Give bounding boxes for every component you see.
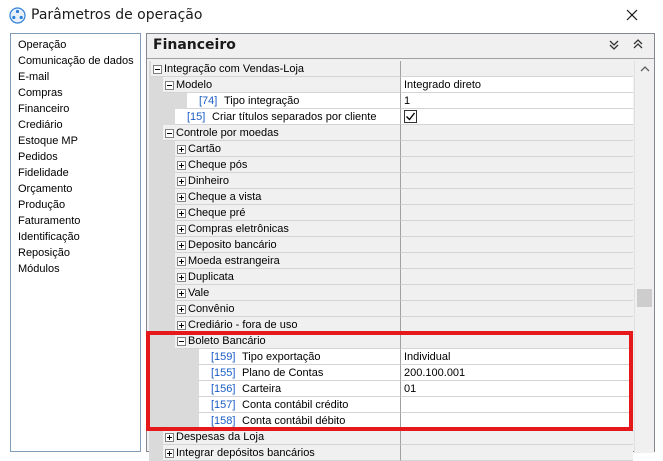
expand-plus-icon[interactable] — [177, 225, 186, 234]
property-label: Plano de Contas — [242, 367, 324, 379]
indent-gutter — [149, 221, 175, 237]
sidebar-item[interactable]: Módulos — [18, 263, 60, 275]
sidebar-item[interactable]: Comunicação de dados — [18, 55, 134, 67]
grid-row[interactable] — [149, 141, 633, 157]
indent-gutter — [149, 141, 175, 157]
indent-gutter — [149, 77, 163, 93]
expand-plus-icon[interactable] — [177, 177, 186, 186]
sidebar-item[interactable]: Financeiro — [18, 103, 70, 115]
grid-row[interactable] — [149, 381, 633, 397]
grid-row[interactable] — [149, 429, 633, 445]
indent-gutter — [149, 205, 175, 221]
property-value: Integrado direto — [404, 79, 482, 91]
grid-row[interactable] — [149, 173, 633, 189]
expand-plus-icon[interactable] — [177, 161, 186, 170]
parameter-code: [159] — [211, 351, 236, 363]
chevron-double-down-icon[interactable] — [607, 38, 621, 52]
indent-gutter — [149, 237, 175, 253]
property-name-cell[interactable] — [149, 237, 401, 253]
property-label: Cheque a vista — [188, 191, 262, 203]
property-name-cell[interactable] — [149, 61, 401, 77]
sidebar-item[interactable]: Fidelidade — [18, 167, 69, 179]
title-bar — [0, 0, 663, 31]
property-value-cell — [401, 61, 633, 77]
property-name-cell[interactable] — [149, 445, 401, 461]
grid-row[interactable] — [149, 93, 633, 109]
property-label: Compras eletrônicas — [188, 223, 289, 235]
property-label: Modelo — [176, 79, 213, 91]
property-label: Integração com Vendas-Loja — [164, 63, 305, 75]
sidebar-item[interactable]: Identificação — [18, 231, 80, 243]
property-value-cell — [401, 125, 633, 141]
sidebar-item[interactable]: Produção — [18, 199, 66, 211]
sidebar-item[interactable]: Operação — [18, 39, 67, 51]
gear-app-icon — [9, 7, 26, 24]
parameters-panel — [146, 33, 655, 459]
property-label: Criar títulos separados por cliente — [212, 111, 377, 123]
expand-plus-icon[interactable] — [165, 449, 174, 458]
expand-plus-icon[interactable] — [177, 257, 186, 266]
grid-row[interactable] — [149, 413, 633, 429]
indent-gutter — [149, 285, 175, 301]
close-icon[interactable] — [620, 5, 644, 25]
property-value-cell[interactable] — [401, 349, 633, 365]
property-name-cell[interactable] — [149, 285, 401, 301]
indent-gutter — [149, 301, 175, 317]
property-value-cell[interactable] — [401, 93, 633, 109]
property-grid — [149, 61, 633, 459]
collapse-minus-icon[interactable] — [165, 129, 174, 138]
property-value-cell — [401, 141, 633, 157]
property-value: 1 — [404, 95, 411, 107]
grid-row[interactable] — [149, 205, 633, 221]
property-label: Moeda estrangeira — [188, 255, 280, 267]
property-value-cell[interactable] — [401, 77, 633, 93]
grid-row[interactable] — [149, 349, 633, 365]
grid-row[interactable] — [149, 237, 633, 253]
indent-gutter — [149, 317, 175, 333]
indent-gutter — [149, 269, 175, 285]
grid-row[interactable] — [149, 301, 633, 317]
property-name-cell[interactable] — [149, 381, 401, 397]
indent-gutter — [149, 109, 175, 125]
property-name-cell[interactable] — [149, 125, 401, 141]
property-label: Boleto Bancário — [188, 335, 266, 347]
expand-plus-icon[interactable] — [177, 273, 186, 282]
property-label: Integrar depósitos bancários — [176, 447, 315, 459]
expand-plus-icon[interactable] — [177, 321, 186, 330]
property-label: Cheque pós — [188, 159, 248, 171]
indent-gutter — [149, 445, 163, 461]
property-name-cell[interactable] — [149, 301, 401, 317]
indent-gutter — [149, 381, 199, 397]
property-label: Cheque pré — [188, 207, 246, 219]
grid-row[interactable] — [149, 221, 633, 237]
property-name-cell[interactable] — [149, 173, 401, 189]
property-value-cell[interactable] — [401, 109, 633, 125]
grid-row[interactable] — [149, 109, 633, 125]
checkmark-icon — [405, 111, 416, 122]
collapse-minus-icon[interactable] — [165, 81, 174, 90]
vertical-scrollbar[interactable] — [634, 61, 654, 453]
window-title: Parâmetros de operação — [31, 7, 203, 23]
property-label: Vale — [188, 287, 210, 299]
indent-gutter — [149, 397, 199, 413]
expand-plus-icon[interactable] — [177, 289, 186, 298]
sidebar-item[interactable]: Crediário — [18, 119, 63, 131]
parameter-code: [74] — [199, 95, 218, 107]
property-value-cell — [401, 333, 633, 349]
panel-title: Financeiro — [153, 37, 236, 53]
collapse-minus-icon[interactable] — [153, 65, 162, 74]
sidebar-item[interactable]: Estoque MP — [18, 135, 78, 147]
grid-row[interactable] — [149, 269, 633, 285]
indent-gutter — [149, 189, 175, 205]
property-value-cell — [401, 157, 633, 173]
property-name-cell[interactable] — [149, 253, 401, 269]
sidebar-item[interactable]: E-mail — [18, 71, 50, 83]
property-label: Conta contábil crédito — [242, 399, 349, 411]
property-name-cell[interactable] — [149, 77, 401, 93]
expand-plus-icon[interactable] — [165, 433, 174, 442]
property-label: Convênio — [188, 303, 235, 315]
indent-gutter — [149, 157, 175, 173]
indent-gutter — [149, 173, 175, 189]
property-value-cell — [401, 445, 633, 461]
grid-row[interactable] — [149, 61, 633, 77]
property-value: 01 — [404, 383, 417, 395]
property-name-cell[interactable] — [149, 109, 401, 125]
sidebar-item[interactable]: Orçamento — [18, 183, 73, 195]
property-value: Individual — [404, 351, 451, 363]
panel-header — [147, 34, 654, 58]
property-label: Despesas da Loja — [176, 431, 265, 443]
expand-plus-icon[interactable] — [177, 305, 186, 314]
property-value-cell — [401, 301, 633, 317]
property-value: 200.100.001 — [404, 367, 466, 379]
parameter-code: [155] — [211, 367, 236, 379]
parameter-code: [15] — [187, 111, 206, 123]
property-value-cell — [401, 253, 633, 269]
property-value-cell — [401, 205, 633, 221]
property-name-cell[interactable] — [149, 397, 401, 413]
property-name-cell[interactable] — [149, 429, 401, 445]
property-name-cell[interactable] — [149, 317, 401, 333]
property-name-cell[interactable] — [149, 205, 401, 221]
property-name-cell[interactable] — [149, 93, 401, 109]
parameter-code: [156] — [211, 383, 236, 395]
parameter-code: [158] — [211, 415, 236, 427]
property-label: Dinheiro — [188, 175, 229, 187]
sidebar-item[interactable]: Reposição — [18, 247, 70, 259]
sidebar-item[interactable]: Compras — [18, 87, 63, 99]
property-value-cell — [401, 317, 633, 333]
property-name-cell[interactable] — [149, 413, 401, 429]
chevron-up-icon[interactable] — [631, 38, 645, 52]
collapse-minus-icon[interactable] — [177, 337, 186, 346]
indent-gutter — [149, 413, 199, 429]
grid-row[interactable] — [149, 365, 633, 381]
grid-row[interactable] — [149, 333, 633, 349]
grid-row[interactable] — [149, 125, 633, 141]
expand-plus-icon[interactable] — [177, 145, 186, 154]
indent-gutter — [149, 125, 163, 141]
property-label: Deposito bancário — [188, 239, 277, 251]
property-name-cell[interactable] — [149, 269, 401, 285]
property-label: Tipo integração — [224, 95, 300, 107]
property-name-cell[interactable] — [149, 157, 401, 173]
property-value-cell — [401, 429, 633, 445]
property-value-cell — [401, 221, 633, 237]
sidebar-item[interactable]: Pedidos — [18, 151, 58, 163]
property-label: Cartão — [188, 143, 222, 155]
property-name-cell[interactable] — [149, 221, 401, 237]
expand-plus-icon[interactable] — [177, 209, 186, 218]
grid-row[interactable] — [149, 285, 633, 301]
property-label: Crediário - fora de uso — [188, 319, 298, 331]
grid-row[interactable] — [149, 397, 633, 413]
grid-row[interactable] — [149, 445, 633, 461]
property-label: Tipo exportação — [242, 351, 321, 363]
property-value-cell — [401, 173, 633, 189]
indent-gutter — [149, 365, 199, 381]
indent-gutter — [149, 349, 199, 365]
property-name-cell[interactable] — [149, 365, 401, 381]
indent-gutter — [149, 93, 187, 109]
grid-row[interactable] — [149, 189, 633, 205]
indent-gutter — [149, 61, 151, 77]
property-name-cell[interactable] — [149, 141, 401, 157]
property-value-cell — [401, 237, 633, 253]
scroll-thumb[interactable] — [637, 289, 652, 307]
category-list — [10, 33, 141, 452]
sidebar-item[interactable]: Faturamento — [18, 215, 81, 227]
property-value-cell — [401, 189, 633, 205]
property-value-cell[interactable] — [401, 381, 633, 397]
property-name-cell[interactable] — [149, 189, 401, 205]
property-value-cell[interactable] — [401, 397, 633, 413]
parameter-code: [157] — [211, 399, 236, 411]
property-label: Carteira — [242, 383, 282, 395]
header-divider — [147, 58, 654, 59]
property-label: Controle por moedas — [176, 127, 279, 139]
checkbox[interactable] — [404, 110, 417, 123]
property-name-cell[interactable] — [149, 333, 401, 349]
indent-gutter — [149, 333, 175, 349]
grid-row[interactable] — [149, 157, 633, 173]
property-value-cell — [401, 269, 633, 285]
grid-row[interactable] — [149, 77, 633, 93]
grid-row[interactable] — [149, 317, 633, 333]
grid-row[interactable] — [149, 253, 633, 269]
indent-gutter — [149, 253, 175, 269]
property-label: Duplicata — [188, 271, 234, 283]
expand-plus-icon[interactable] — [177, 193, 186, 202]
indent-gutter — [149, 429, 163, 445]
property-value-cell[interactable] — [401, 365, 633, 381]
property-name-cell[interactable] — [149, 349, 401, 365]
expand-plus-icon[interactable] — [177, 241, 186, 250]
property-value-cell[interactable] — [401, 413, 633, 429]
property-label: Conta contábil débito — [242, 415, 346, 427]
property-value-cell — [401, 285, 633, 301]
scroll-up-arrow-icon[interactable] — [639, 65, 651, 73]
